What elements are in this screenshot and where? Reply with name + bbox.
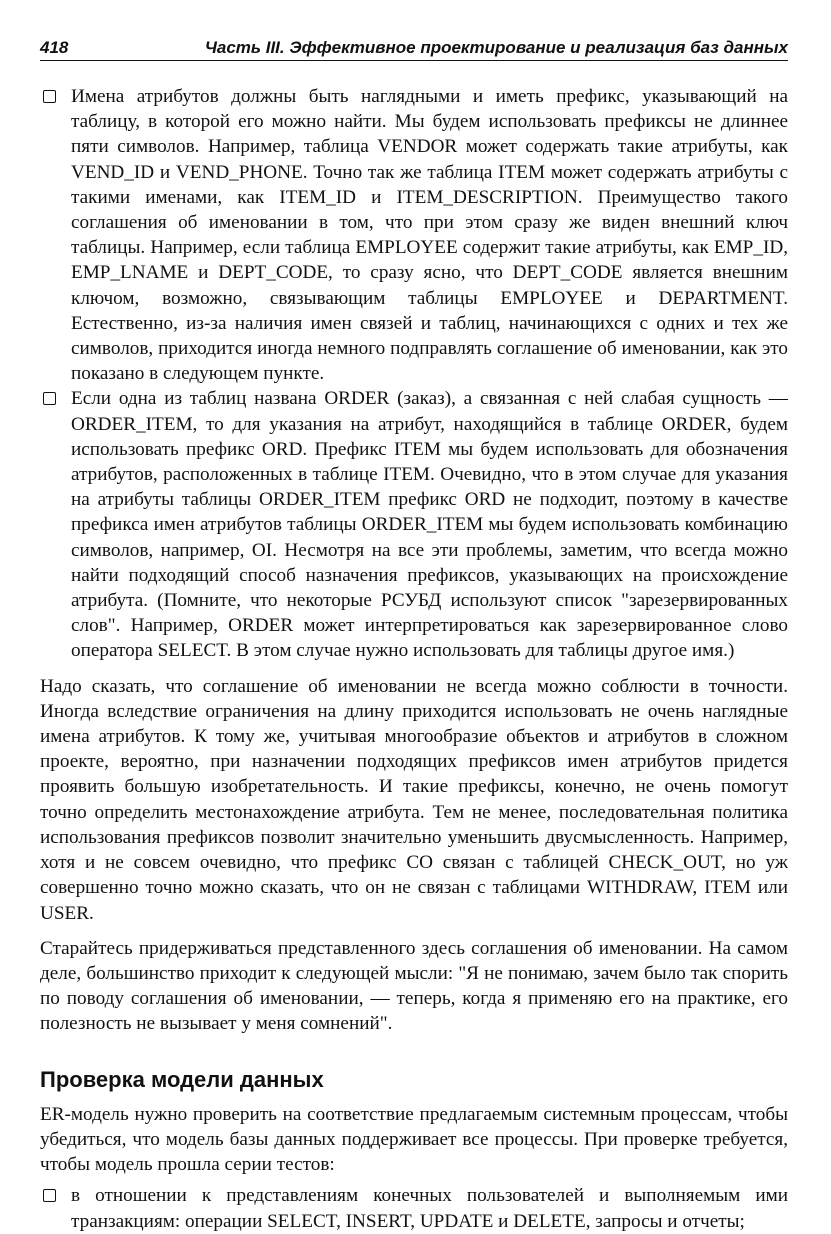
body-paragraph: Надо сказать, что соглашение об именовании не всегда можно соблюсти в точности. Иногда вследствие ограничения на длину приходится использовать не очень наглядные имена атрибутов. К тому же, учитывая многообразие объектов и атрибутов в сложном проекте, вероятно, при назначении подходящих префиксов имен атрибутов придется проявить большую изобретательность. И такие префиксы, конечно, не очень помогут точно определить местонахождение атрибута. Тем не менее, последовательная политика использования префиксов позволит значительно уменьшить двусмысленность. Например, хотя и не совсем очевидно, что префикс CO связан с таблицей CHECK_OUT, но уж совершенно точно можно сказать, что он не связан с таблицами WITHDRAW, ITEM или USER. [40,675,788,924]
page-body [40,84,788,1234]
page-number: 418 [40,38,69,57]
section-heading: Проверка модели данных [40,1066,324,1092]
checkbox-bullet-icon [43,392,56,405]
bullet-text: Имена атрибутов должны быть наглядными и иметь префикс, указывающий на таблицу, в которой его можно найти. Мы будем использовать префиксы не длиннее пяти символов. Например, таблица VENDOR может содержать такие атрибуты, как VEND_ID и VEND_PHONE. Точно так же таблица ITEM может содержать атрибуты с такими именами, как ITEM_ID и ITEM_DESCRIPTION. Преимущество такого соглашения об именовании в том, что при этом сразу же виден внешний ключ таблицы. Например, если таблица EMPLOYEE содержит такие атрибуты, как EMP_ID, EMP_LNAME и DEPT_CODE, то сразу ясно, что DEPT_CODE является внешним ключом, возможно, связывающим таблицы EMPLOYEE и DEPARTMENT. Естественно, из-за наличия имен связей и таблиц, начинающихся с одних и тех же символов, приходится иногда немного подправлять соглашение об именовании, как это показано в следующем пункте. [71,86,788,385]
bullet-item [40,84,788,386]
body-paragraph: Старайтесь придерживаться представленного здесь соглашения об именовании. На самом деле, большинство приходит к следующей мысли: "Я не понимаю, зачем было так спорить по поводу соглашения об именовании, — теперь, когда я применяю его на практике, его полезность не вызывает у меня сомнений". [40,937,788,1035]
bullet-text: Если одна из таблиц названа ORDER (заказ), а связанная с ней слабая сущность — ORDER_ITEM, то для указания на атрибут, находящийся в таблице ORDER, будем использовать префикс ORD. Префикс ITEM мы будем использовать для обозначения атрибутов, расположенных в таблице ITEM. Очевидно, что в этом случае для указания на атрибуты таблицы ORDER_ITEM префикс ORD не подходит, поэтому в качестве префикса имен атрибутов таблицы ORDER_ITEM мы будем использовать комбинацию символов, например, OI. Несмотря на все эти проблемы, заметим, что всегда можно найти подходящий способ назначения префиксов, указывающих на происхождение атрибута. (Помните, что некоторые РСУБД используют список "зарезервированных слов". Например, ORDER может интерпретироваться как зарезервированное слово оператора SELECT. В этом случае нужно использовать для таблицы другое имя.) [71,388,788,662]
bullet-item [40,386,788,663]
body-paragraph: ER-модель нужно проверить на соответствие предлагаемым системным процессам, чтобы убедиться, что модель базы данных поддерживает все процессы. При проверке требуется, чтобы модель прошла серии тестов: [40,1103,788,1176]
checkbox-bullet-icon [43,1189,56,1202]
checkbox-bullet-icon [43,90,56,103]
running-title: Часть III. Эффективное проектирование и реализация баз данных [204,38,788,57]
bullet-item [40,1183,788,1233]
running-header [40,38,788,61]
bullet-text: в отношении к представлениям конечных пользователей и выполняемым ими транзакциям: операции SELECT, INSERT, UPDATE и DELETE, запросы и отчеты; [71,1185,788,1232]
